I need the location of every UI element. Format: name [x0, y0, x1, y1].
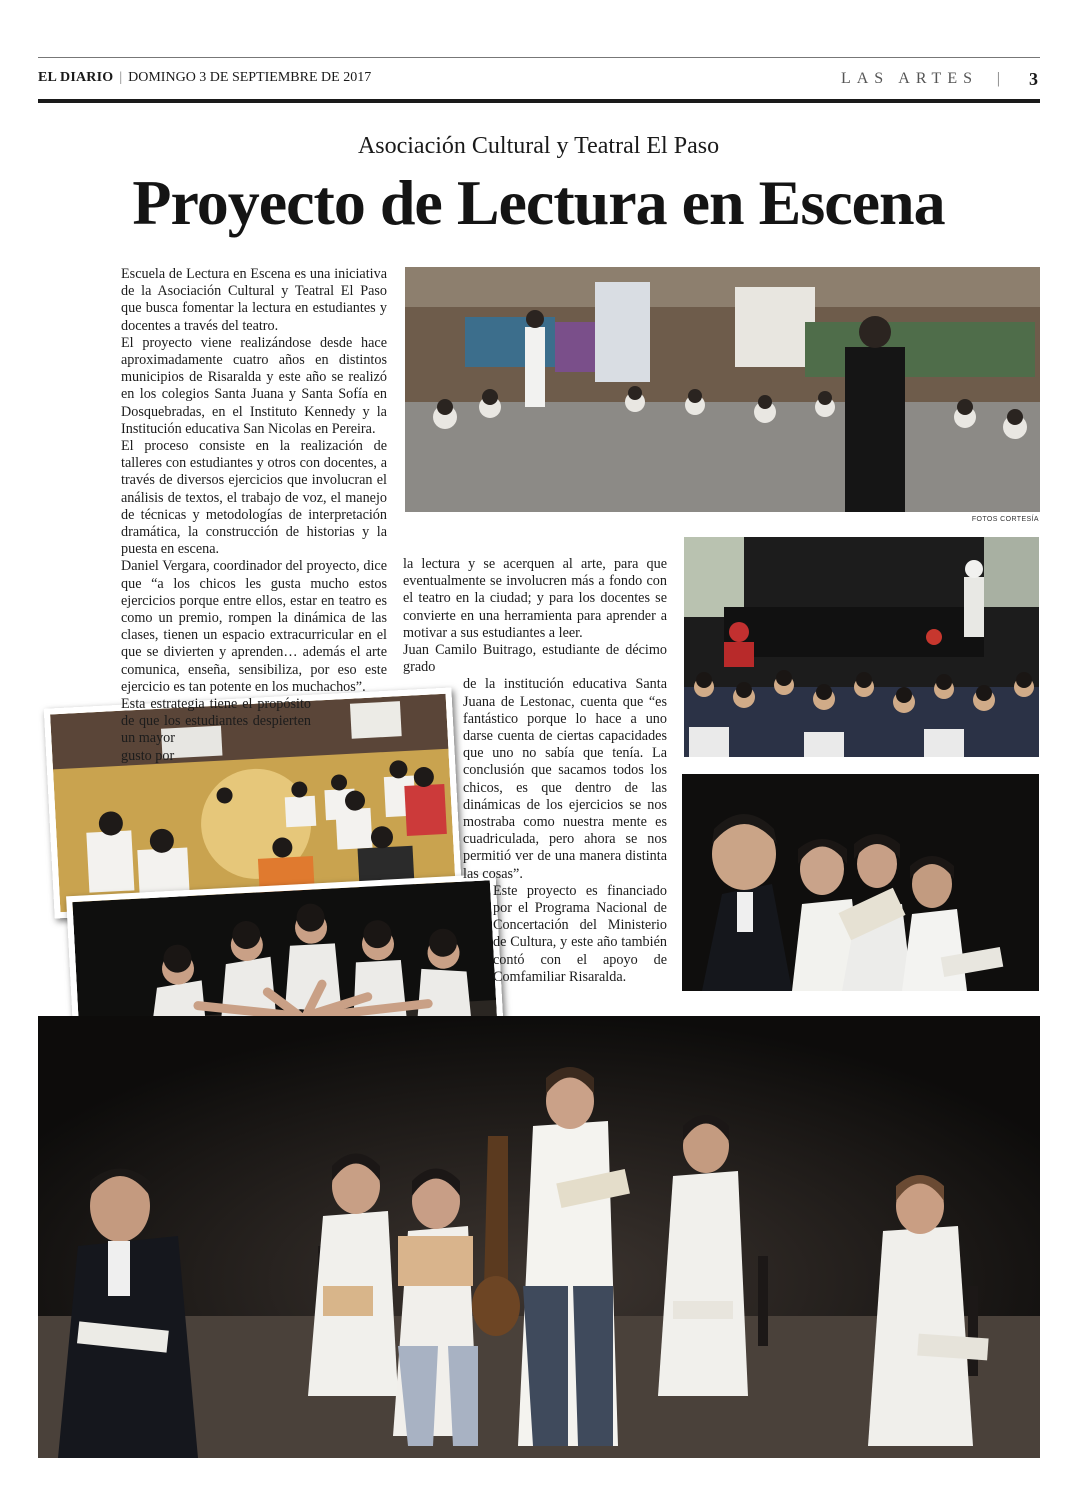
masthead-rule — [38, 99, 1040, 103]
masthead — [38, 70, 1040, 92]
page-number: 3 — [1029, 69, 1038, 89]
article-paragraph: Juan Camilo Buitrago, estudiante de décimo grado — [403, 642, 667, 676]
article-column-2 — [403, 556, 667, 986]
article-paragraph: la lectura y se acerquen al arte, para que eventualmente se involucren más a fondo con el teatro en la ciudad; y para los docentes se convierte en una herramienta para aprender a motivar a sus estudiantes a leer. — [403, 556, 667, 641]
article-paragraph: de la institución educativa Santa Juana de Lestonac, cuenta que “es fantástico porque lo hace a uno darse cuenta de ciertas capacidades que uno no sabía que tenía. La conclusión que sacamos todos los chicos, es que dentro de las dinámicas de los ejercicios se nos mostraba como nuestra mente es cuadriculada, pero ahora se nos permitió ver de una manera distinta las cosas”. — [463, 676, 667, 882]
article-paragraph: Escuela de Lectura en Escena es una iniciativa de la Asociación Cultural y Teatral El Paso que busca fomentar la lectura en estudiantes y docentes a través del teatro. — [121, 266, 387, 334]
article-paragraph: Este proyecto es financiado por el Programa Nacional de Concertación del Ministerio de Cultura, y este año también contó con el apoyo de Comfamiliar Risaralda. — [493, 882, 667, 985]
actors-reading-closeup-photo — [682, 774, 1039, 991]
top-rule — [38, 57, 1040, 58]
issue-date: DOMINGO 3 DE SEPTIEMBRE DE 2017 — [128, 70, 372, 85]
audience-seated-photo — [684, 537, 1039, 757]
article-paragraph: Daniel Vergara, coordinador del proyecto, dice que “a los chicos les gusta mucho estos ejercicios porque entre ellos, estar en teatro es como un premio, rompen la dinámica de las clases, tienen un espacio extracurricular en el que se divierten y aprenden… además el arte comunica, enseña, sensibiliza, por eso este ejercicio es tan potente en los muchachos”. — [121, 558, 387, 695]
stage-reading-performance-photo — [38, 1016, 1040, 1458]
masthead-divider: | — [119, 70, 123, 85]
article-paragraph: gusto por — [121, 747, 175, 764]
article-paragraph: El proyecto viene realizándose desde hace aproximadamente cuatro años en distintos municipios de Risaralda y este año se realizó en los colegios Santa Juana y Santa Sofía en Dosquebradas, en el Instituto Kennedy y la Institución educativa San Nicolas en Pereira. — [121, 334, 387, 437]
article-headline: Proyecto de Lectura en Escena — [132, 167, 945, 238]
article-kicker: Asociación Cultural y Teatral El Paso — [357, 133, 720, 159]
article-paragraph: El proceso consiste en la realización de talleres con estudiantes y otros con docentes, a través de diversos ejercicios que involucran el análisis de textos, el trabajo de voz, el manejo de técnicas y metodologías de interpretación dramática, la construcción de historias y la puesta en escena. — [121, 438, 387, 558]
article-column-1 — [121, 266, 387, 765]
photo-credit: FOTOS CORTESÍA — [971, 516, 1039, 523]
section-name: LAS ARTES — [840, 70, 978, 87]
paper-name: EL DIARIO — [38, 70, 114, 85]
classroom-circle-photo — [405, 267, 1040, 512]
section-divider: | — [996, 70, 1000, 87]
article-paragraph: Esta estrategia tiene el propósito de que los estudiantes despierten un mayor — [121, 696, 311, 747]
